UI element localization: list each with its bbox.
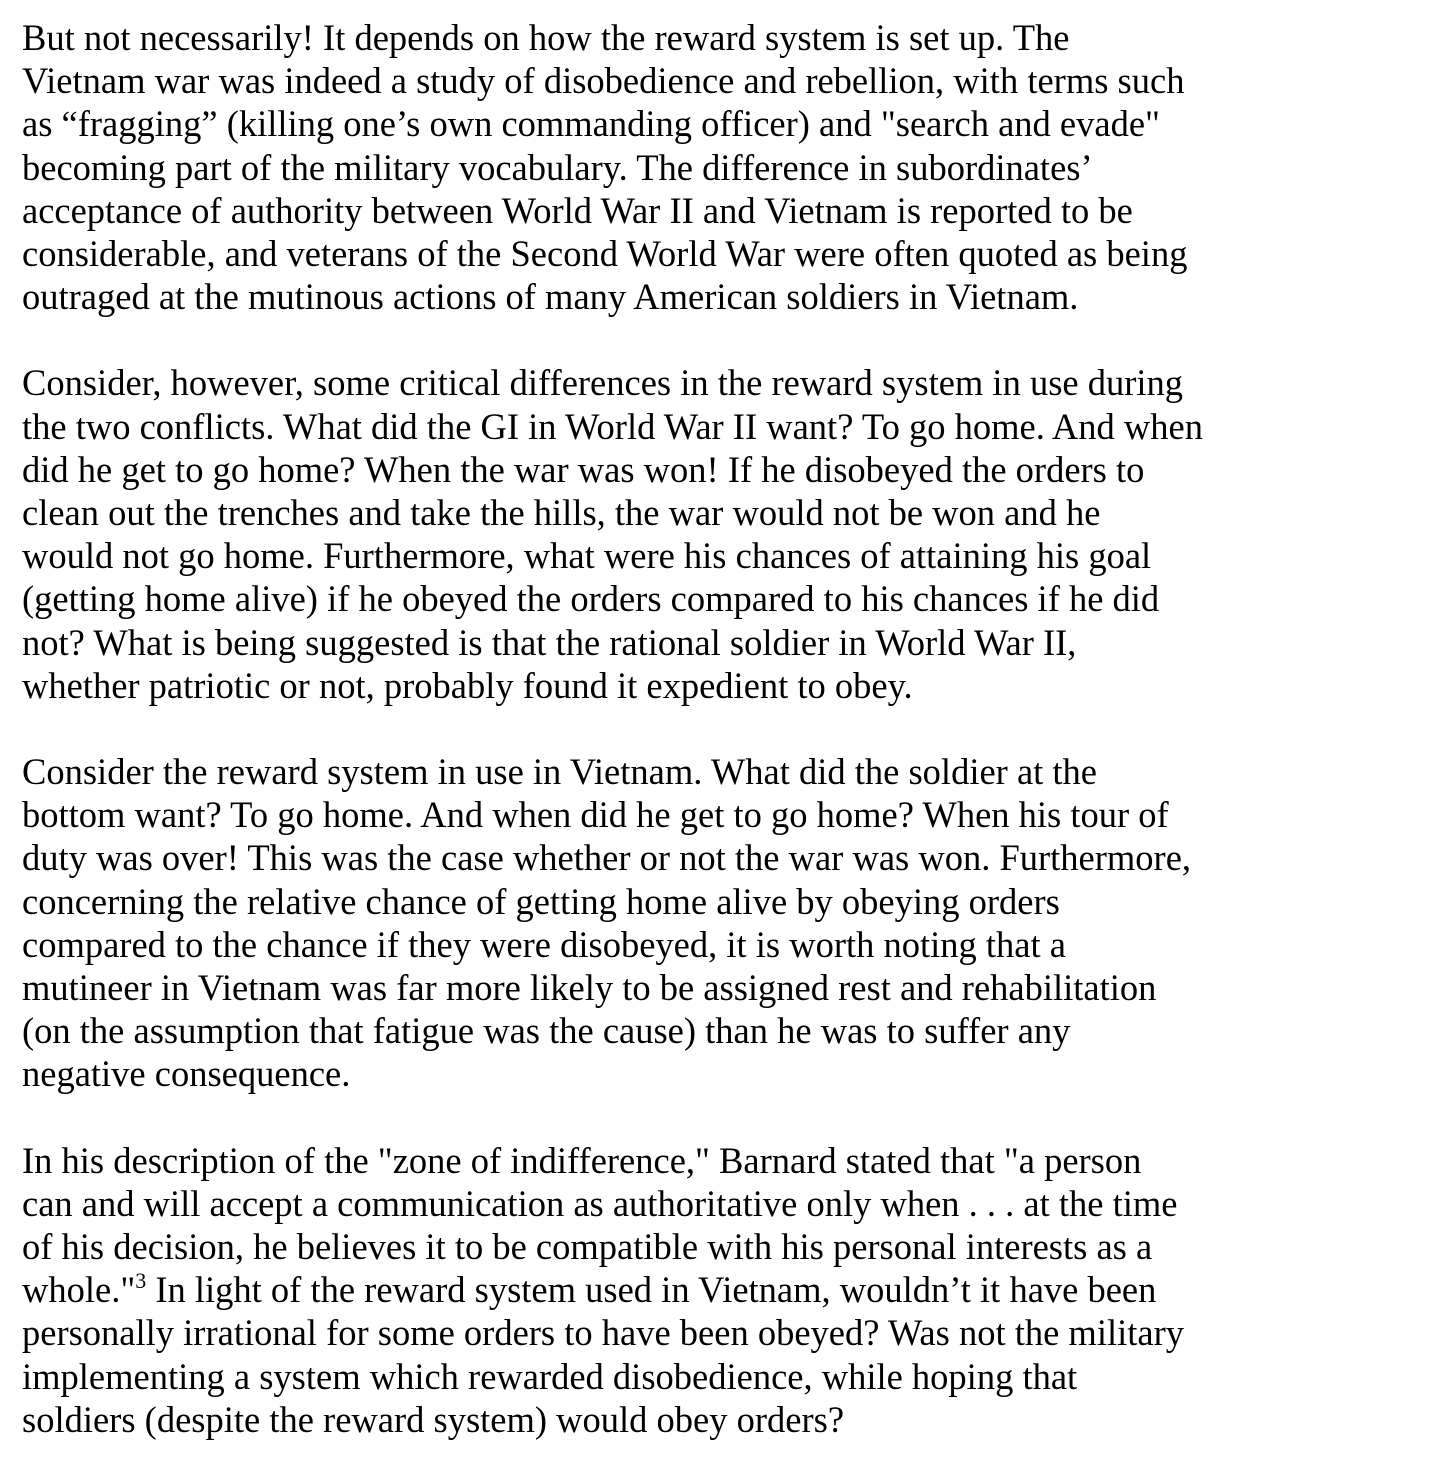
text-line: mutineer in Vietnam was far more likely to be assigned rest and rehabilitation [22,967,1157,1009]
text-line: negative consequence. [22,1053,351,1095]
text-line: would not go home. Furthermore, what were his chances of attaining his goal [22,535,1152,577]
text-line: acceptance of authority between World War II and Vietnam is reported to be [22,189,1133,231]
text-line: not? What is being suggested is that the rational soldier in World War II, [22,621,1077,663]
footnote-reference: 3 [135,1268,147,1294]
text-line: of his decision, he believes it to be compatible with his personal interests as a [22,1226,1153,1268]
text-line: implementing a system which rewarded disobedience, while hoping that [22,1355,1078,1397]
text-line: In his description of the "zone of indifference," Barnard stated that "a person [22,1139,1142,1181]
text-line: did he get to go home? When the war was won! If he disobeyed the orders to [22,448,1145,490]
text-line-with-footnote [22,1268,1432,1311]
paragraph-3 [22,750,1432,1096]
text-line: duty was over! This was the case whether or not the war was won. Furthermore, [22,837,1192,879]
line-remainder: In light of the reward system used in Vietnam, wouldn’t it have been [146,1269,1157,1311]
text-line: Vietnam war was indeed a study of disobedience and rebellion, with terms such [22,60,1185,102]
text-line: Consider the reward system in use in Vietnam. What did the soldier at the [22,751,1098,793]
text-line: as “fragging” (killing one’s own commanding officer) and "search and evade" [22,103,1160,145]
text-line: clean out the trenches and take the hills, the war would not be won and he [22,492,1101,534]
paragraph-4 [22,1139,1432,1441]
text-line: But not necessarily! It depends on how the reward system is set up. The [22,17,1070,58]
text-line: outraged at the mutinous actions of many American soldiers in Vietnam. [22,276,1079,318]
text-line: soldiers (despite the reward system) would obey orders? [22,1398,845,1440]
text-line: Consider, however, some critical differences in the reward system in use during [22,362,1184,404]
text-line: (getting home alive) if he obeyed the orders compared to his chances if he did [22,578,1160,620]
paragraph-2 [22,361,1432,707]
text-line: personally irrational for some orders to have been obeyed? Was not the military [22,1312,1184,1354]
text-line: becoming part of the military vocabulary. The difference in subordinates’ [22,146,1093,188]
text-line: (on the assumption that fatigue was the cause) than he was to suffer any [22,1010,1071,1052]
text-line: considerable, and veterans of the Second World War were often quoted as being [22,233,1188,275]
paragraph-1 [22,16,1432,318]
text-line: concerning the relative chance of getting home alive by obeying orders [22,880,1060,922]
text-line: compared to the chance if they were disobeyed, it is worth noting that a [22,923,1066,965]
text-line: bottom want? To go home. And when did he get to go home? When his tour of [22,794,1169,836]
text-line: the two conflicts. What did the GI in World War II want? To go home. And when [22,405,1203,447]
text-line: can and will accept a communication as authoritative only when . . . at the time [22,1182,1178,1224]
quote-end: whole." [22,1269,136,1311]
document-page [22,16,1432,1441]
text-line: whether patriotic or not, probably found it expedient to obey. [22,664,913,706]
